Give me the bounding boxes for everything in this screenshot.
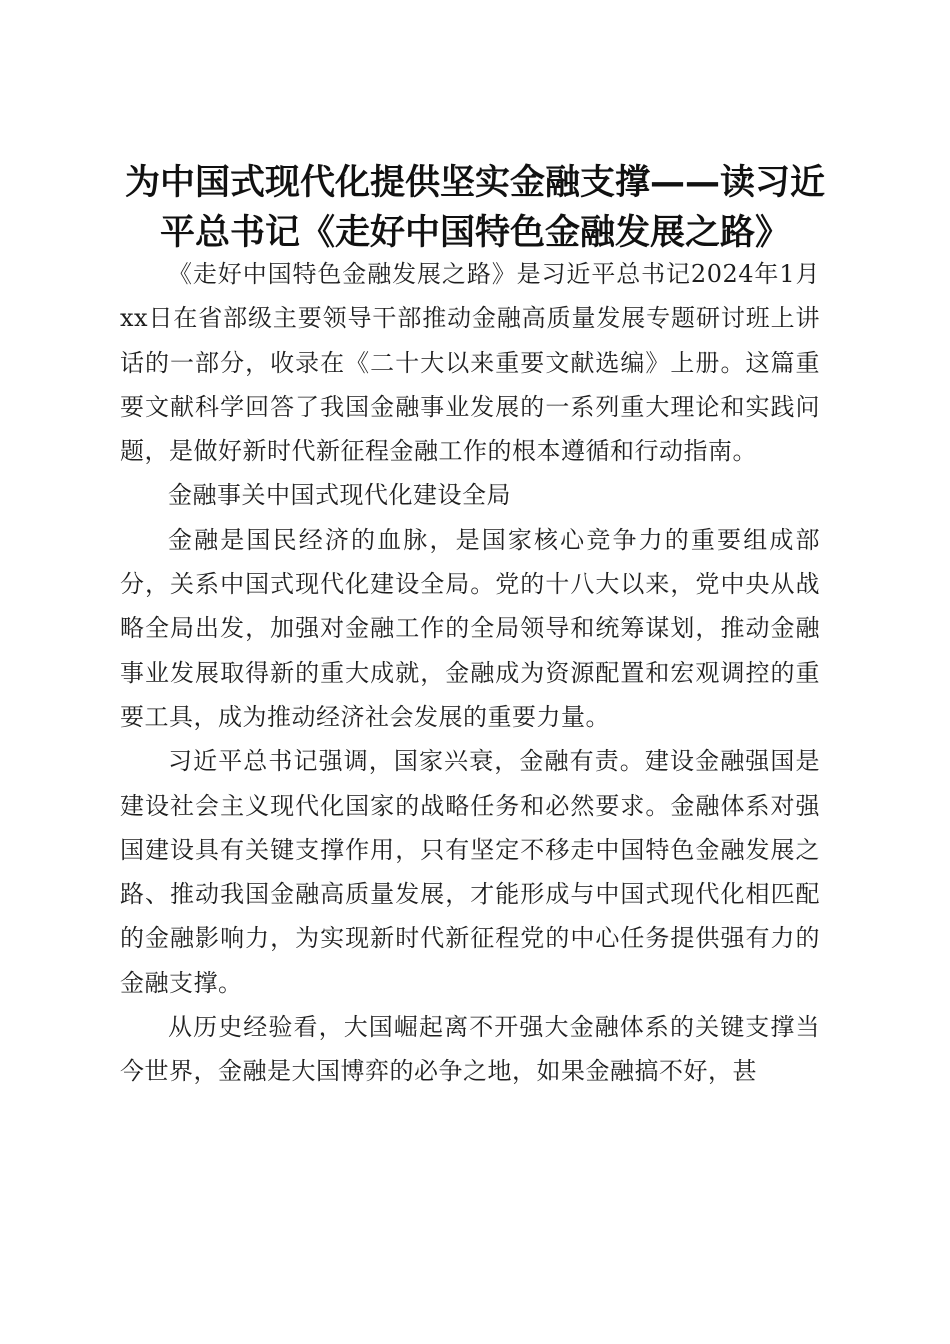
title-line-2: 平总书记《走好中国特色金融发展之路》 — [159, 213, 790, 254]
paragraph-finance-lifeblood: 金融是国民经济的血脉，是国家核心竞争力的重要组成部分，关系中国式现代化建设全局。党的十八大以来，党中央从战略全局出发，加强对金融工作的全局领导和统筹谋划，推动金融事业发展取得新的重大成就，金融成为资源配置和宏观调控的重要工具，成为推动经济社会发展的重要力量。 — [120, 525, 820, 731]
paragraph-financial-power: 习近平总书记强调，国家兴衰，金融有责。建设金融强国是建设社会主义现代化国家的战略任务和必然要求。金融体系对强国建设具有关键支撑作用，只有坚定不移走中国特色金融发展之路、推动我国金融高质量发展，才能形成与中国式现代化相匹配的金融影响力，为实现新时代新征程党的中心任务提供强有力的金融支撑。 — [120, 747, 820, 997]
document-body — [120, 252, 820, 1094]
page-title — [100, 158, 850, 258]
paragraph-intro: 《走好中国特色金融发展之路》是习近平总书记2024年1月xx日在省部级主要领导干部推动金融高质量发展专题研讨班上讲话的一部分，收录在《二十大以来重要文献选编》上册。这篇重要文献科学回答了我国金融事业发展的一系列重大理论和实践问题，是做好新时代新征程金融工作的根本遵循和行动指南。 — [120, 260, 820, 466]
paragraph-history: 从历史经验看，大国崛起离不开强大金融体系的关键支撑当今世界，金融是大国博弈的必争之地，如果金融搞不好，甚 — [120, 1013, 820, 1086]
title-line-1: 为中国式现代化提供坚实金融支撑——读习近 — [124, 163, 825, 204]
section-heading: 金融事关中国式现代化建设全局 — [168, 481, 511, 510]
